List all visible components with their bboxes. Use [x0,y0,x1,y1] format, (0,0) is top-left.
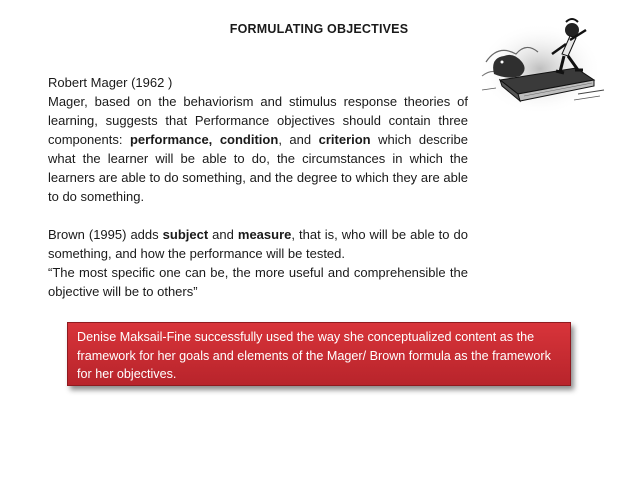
brown-text-end: , that is, who will be able to do something, and how the performance will be tested. [48,227,468,261]
keyword-performance: performance, [129,132,213,147]
separator: , and [278,132,319,147]
callout-box: Denise Maksail-Fine successfully used the way she conceptualized content as the framework for her goals and elements of the Mager/ Brown formula as the framework for her objectives. [67,322,571,386]
boy-surfing-on-flying-book-illustration [478,14,608,118]
keyword-criterion: criterion [318,132,371,147]
brown-text-start: Brown (1995) adds [48,227,163,242]
separator: and [208,227,238,242]
mager-heading: Robert Mager (1962 ) [48,75,173,90]
separator [212,132,220,147]
body-text [48,73,468,301]
keyword-measure: measure [237,227,292,242]
brown-quote: “The most specific one can be, the more useful and comprehensible the objective will be to others” [48,265,468,299]
keyword-condition: condition [219,132,279,147]
slide-title: FORMULATING OBJECTIVES [229,22,409,36]
brown-paragraph [48,225,468,263]
keyword-subject: subject [162,227,209,242]
mager-text-end: which describe what the learner will be able to do, the circumstances in which the learners are able to do something, and the degree to which they are able to do something. [48,132,468,204]
mager-paragraph [48,92,468,206]
mager-text-start: Mager, based on the behaviorism and stimulus response theories of learning, suggests that Performance objectives should contain three components: [48,94,468,147]
